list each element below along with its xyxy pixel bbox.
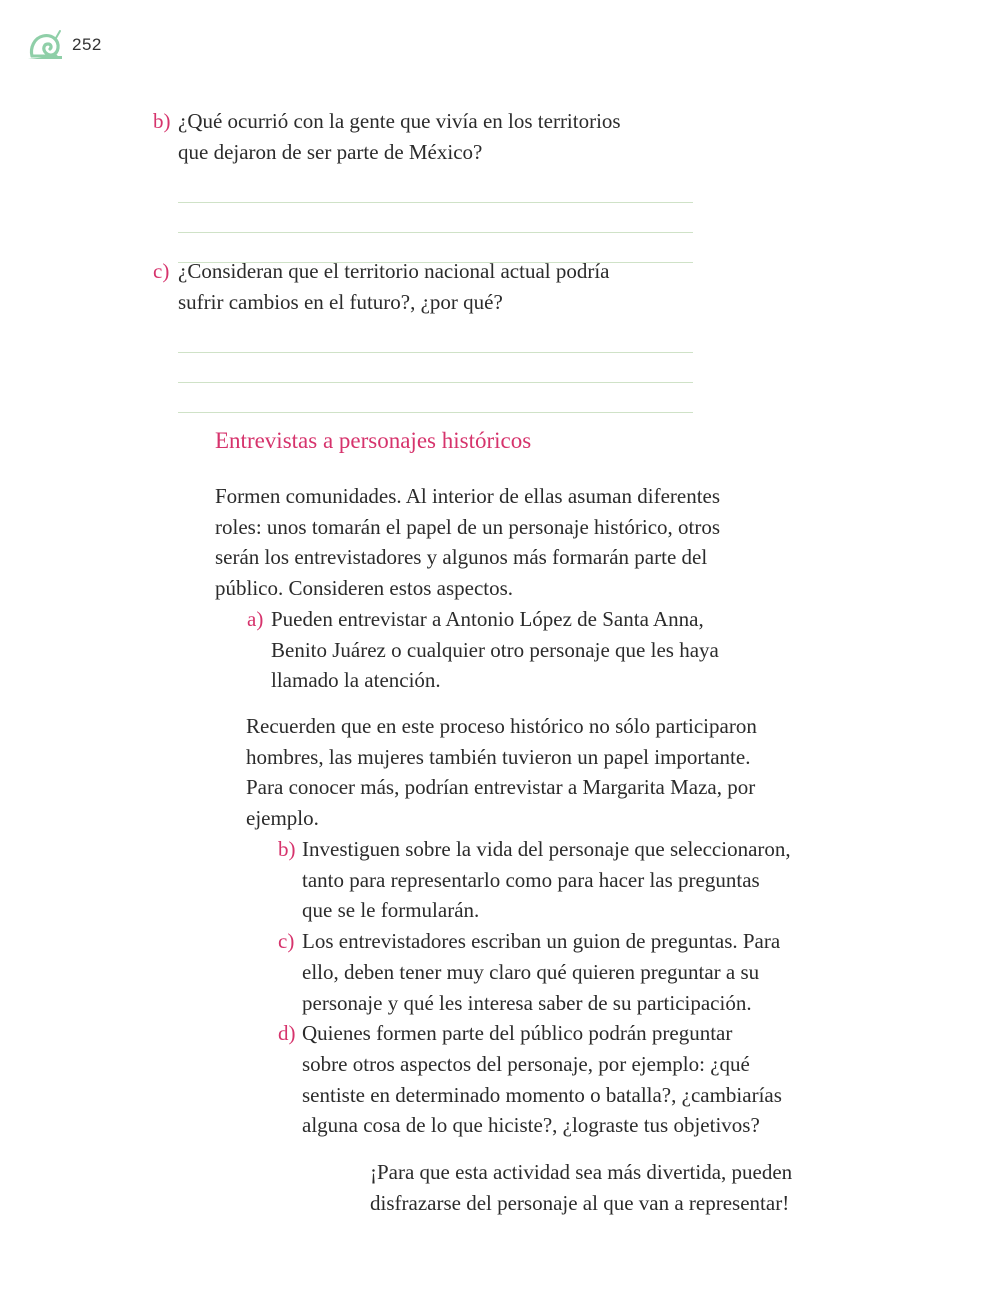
text-line: alguna cosa de lo que hiciste?, ¿lograste tus objetivos? bbox=[302, 1113, 760, 1138]
text-line: Benito Juárez o cualquier otro personaje que les haya bbox=[271, 637, 719, 662]
section-title: Entrevistas a personajes históricos bbox=[215, 428, 532, 453]
text-line: Pueden entrevistar a Antonio López de Santa Anna, bbox=[271, 607, 704, 631]
text-line: llamado la atención. bbox=[271, 668, 441, 693]
list-marker: d) bbox=[278, 1021, 296, 1046]
text-line: Formen comunidades. Al interior de ellas asuman diferentes bbox=[215, 484, 721, 508]
text-line: personaje y qué les interesa saber de su participación. bbox=[302, 990, 752, 1015]
list-marker: b) bbox=[278, 837, 296, 861]
text-line: Los entrevistadores escriban un guion de preguntas. Para bbox=[302, 929, 781, 954]
question-c bbox=[153, 256, 693, 413]
answer-line[interactable] bbox=[178, 173, 693, 203]
snail-icon bbox=[26, 28, 64, 62]
text-line: Recuerden que en este proceso histórico no sólo participaron bbox=[246, 714, 757, 738]
remember-paragraph bbox=[246, 711, 806, 834]
text-line: roles: unos tomarán el papel de un personaje histórico, otros bbox=[215, 514, 721, 539]
answer-line[interactable] bbox=[178, 383, 693, 413]
text-line: público. Consideren estos aspectos. bbox=[215, 576, 514, 601]
question-text-line: ¿Consideran que el territorio nacional actual podría bbox=[178, 259, 610, 283]
list-item-c bbox=[278, 926, 838, 1018]
answer-lines bbox=[178, 173, 693, 263]
text-line: ello, deben tener muy claro qué quieren preguntar a su bbox=[302, 959, 760, 984]
list-marker: a) bbox=[247, 607, 264, 631]
answer-line[interactable] bbox=[178, 203, 693, 233]
text-line: hombres, las mujeres también tuvieron un papel importante. bbox=[246, 744, 751, 769]
list-marker: c) bbox=[278, 929, 295, 954]
answer-line[interactable] bbox=[178, 323, 693, 353]
text-line: Quienes formen parte del público podrán preguntar bbox=[302, 1021, 733, 1046]
text-line: sobre otros aspectos del personaje, por ejemplo: ¿qué bbox=[302, 1051, 750, 1076]
question-text-line: sufrir cambios en el futuro?, ¿por qué? bbox=[178, 290, 503, 314]
text-line: serán los entrevistadores y algunos más formarán parte del bbox=[215, 545, 708, 570]
text-line: que se le formularán. bbox=[302, 898, 480, 923]
question-marker: b) bbox=[153, 109, 171, 133]
page-header bbox=[26, 28, 102, 62]
list-item-d bbox=[278, 1018, 838, 1141]
text-line: Para conocer más, podrían entrevistar a Margarita Maza, por bbox=[246, 775, 756, 800]
text-line: Investiguen sobre la vida del personaje que seleccionaron, bbox=[302, 837, 791, 861]
question-b bbox=[153, 106, 693, 263]
text-line: disfrazarse del personaje al que van a representar! bbox=[370, 1190, 790, 1215]
text-line: tanto para representarlo como para hacer las preguntas bbox=[302, 867, 760, 892]
question-text-line: ¿Qué ocurrió con la gente que vivía en los territorios bbox=[178, 109, 621, 133]
list-item-b bbox=[278, 834, 838, 926]
page-number: 252 bbox=[72, 35, 102, 54]
list-items-bcd bbox=[278, 834, 838, 1141]
closing-note bbox=[370, 1157, 820, 1218]
question-marker: c) bbox=[153, 259, 170, 283]
text-line: sentiste en determinado momento o batalla?, ¿cambiarías bbox=[302, 1082, 782, 1107]
answer-line[interactable] bbox=[178, 353, 693, 383]
answer-lines bbox=[178, 323, 693, 413]
text-line: ¡Para que esta actividad sea más divertida, pueden bbox=[370, 1160, 793, 1184]
text-line: ejemplo. bbox=[246, 806, 319, 831]
list-item-a bbox=[247, 604, 767, 696]
intro-paragraph bbox=[215, 481, 775, 604]
question-text-line: que dejaron de ser parte de México? bbox=[178, 140, 483, 164]
